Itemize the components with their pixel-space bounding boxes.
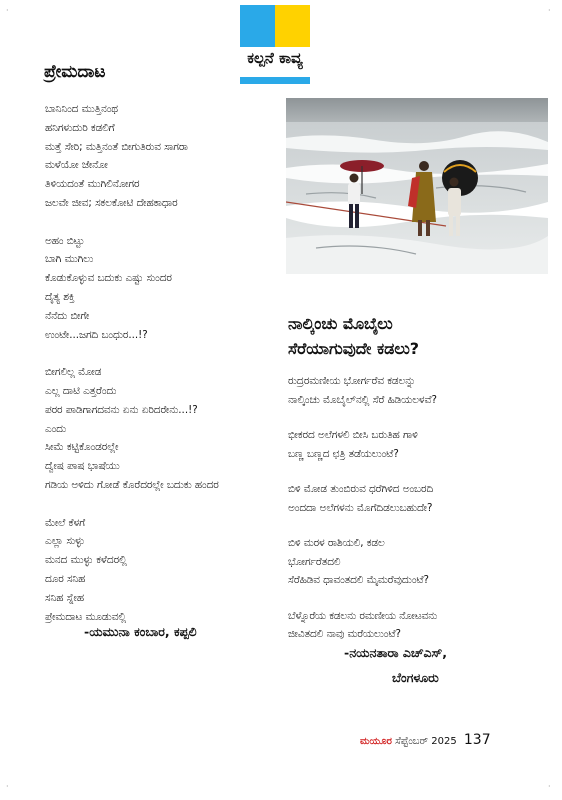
poem-line: ಬಿಳಿ ಮೋಡ ತುಂಬಿರುವ ಧರೆಗಿಳಿದ ಅಂಬರದಿ (288, 483, 434, 495)
poem-stanza (45, 232, 275, 345)
poem-stanza (45, 100, 275, 213)
beach-photo-illustration (286, 98, 548, 274)
poem-line: ಜಲವೇ ಜೀವ; ಸಕಲಕೋಟಿ ದೇಹಕಾಧಾರ (45, 196, 178, 209)
poem-line: ಎಂದು (45, 422, 67, 435)
poem-line: ಸನಿಹ ಸ್ನೇಹ (45, 591, 84, 604)
poem-line: ಮತ್ತೆ ಸೇರಿ; ಮತ್ತಿನಂತೆ ಬೀಗುತಿರುವ ಸಾಗರಾ (45, 140, 188, 153)
poem2-title-line: ಸೆರೆಯಾಗುವುದೇ ಕಡಲು? (288, 339, 420, 358)
poem-line: ದೂರ ಸನಿಹ (45, 572, 86, 585)
poem-line: ಬೆಳ್ನೊರೆಯ ಕಡಲನು ರಮಣೀಯ ನೋಟವನು (288, 609, 438, 622)
poem-line: ಕೊಡುಕೊಳ್ಳುವ ಬದುಕು ಎಷ್ಟು ಸುಂದರ (45, 272, 172, 285)
poem2-title-line: ನಾಲ್ಕಿಂಚು ಮೊಬೈಲು (288, 314, 393, 333)
beach-photo (286, 98, 548, 274)
poem-line: ಉಂಟೇ...ಜಗದಿ ಬಂಧುರ...!? (45, 328, 148, 341)
page-footer (360, 732, 491, 748)
poem2-title (288, 311, 419, 361)
poem-line: ಮೇಲೆ ಕೆಳಗೆ (45, 516, 86, 529)
poem-line: ಬೀಗಲಿಲ್ಲ ಮೋಡ (45, 366, 102, 379)
poem-line: ಬಣ್ಣ ಬಣ್ಣದ ಛತ್ರಿ ತಡೆಯಲುಂಟೆ? (288, 447, 399, 460)
poem-stanza (288, 426, 528, 463)
poem2-author-block (344, 640, 447, 690)
poem-line: ಪ್ರೇಮದಾಟ ಮೂಡುವಲ್ಲಿ (45, 610, 127, 623)
poem1-body (45, 100, 275, 645)
poem-stanza (45, 363, 275, 495)
logo-underline (240, 77, 310, 84)
poem-line: ಗಡಿಯ ಅಳಿದು ಗೋಡೆ ಕೊರೆದರಲ್ಲೇ ಬದುಕು ಹಂದರ (45, 478, 219, 491)
poem-line: ನೆನೆದು ಬೀಗೇ (45, 309, 90, 322)
poem-line: ಬಾನಿನಿಂದ ಮುತ್ತಿನಂಥ (45, 103, 118, 115)
poem-stanza (45, 514, 275, 627)
poem-line: ಸೀಮೆ ಕಟ್ಟಿಕೊಂಡರಲ್ಲೇ (45, 441, 119, 454)
section-logo (240, 5, 310, 85)
poem-line: ದೈತ್ಯ ಶಕ್ತಿ (45, 290, 75, 303)
page-number: 137 (463, 732, 491, 748)
poem-line: ಅಹಂ ಬಿಟ್ಟು (45, 234, 85, 247)
poem-line: ಜೀವಿತದಲಿ ನಾವು ಮರೆಯಲುಂಟೆ? (288, 628, 401, 640)
poem2-author: -ನಯನತಾರಾ ಎಚ್‌ಎಸ್, (344, 645, 447, 660)
poem-line: ಹನಿಗಳುದುರಿ ಕಡಲಿಗೆ (45, 121, 115, 134)
poem-line: ಭೀಕರದ ಅಲೆಗಳಲಿ ಬೀಸಿ ಬರುತಿಹ ಗಾಳಿ (288, 429, 418, 441)
poem1-title: ಪ್ರೇಮದಾಟ (44, 62, 106, 82)
poem-line: ಬಿಳಿ ಮರಳ ರಾಶಿಯಲಿ, ಕಡಲ (288, 537, 385, 549)
poem-line: ರುದ್ರರಮಣೀಯ ಭೋರ್ಗರೆವ ಕಡಲನ್ನು (288, 375, 416, 387)
poem-line: ಅಂದದಾ ಅಲೆಗಳನು ಮೊಗೆದಿಡಲುಬಹುದೇ? (288, 501, 433, 514)
poem-line: ಎಲ್ಲ ದಾಟಿ ಎತ್ತರೆಂದು (45, 384, 117, 397)
poem-stanza (288, 480, 528, 517)
crop-mark-bottom-left: · (6, 782, 9, 791)
crop-mark-top-left: · (6, 6, 9, 15)
section-heading: ಕಲ್ಪನೆ ಕಾವ್ಯ (226, 47, 324, 69)
poem-line: ದ್ವೇಷ ಪಾಷ ಭಾಷೆಯು (45, 460, 120, 473)
crop-mark-bottom-right: · (548, 782, 551, 791)
poem-stanza (288, 607, 528, 644)
poem-line: ಬಾಗಿ ಮುಗಿಲು (45, 253, 94, 266)
crop-mark-top-right: · (548, 6, 551, 15)
poem-line: ನಾಲ್ಕಿಂಚು ಮೊಬೈಲ್‌ನಲ್ಲಿ ಸೆರೆ ಹಿಡಿಯಲಳವೆ? (288, 393, 437, 406)
magazine-name: ಮಯೂರ (360, 736, 392, 747)
poem-line: ಮಳೆಯೋ ಜೇನೋ (45, 159, 108, 172)
poem-stanza (288, 534, 528, 590)
poem2-author-place: ಬೆಂಗಳೂರು (392, 670, 439, 685)
poem-line: ಸೆರೆಹಿಡಿವ ಧಾವಂತದಲಿ ಮೈಮರೆವುದುಂಟೆ? (288, 574, 430, 586)
poem1-author: -ಯಮುನಾ ಕಂಬಾರ, ಕಪ್ಪಲಿ (84, 624, 197, 639)
poem-line: ಭೋರ್ಗರೆತದಲಿ (288, 555, 341, 568)
poem-line: ಮನದ ಮುಳ್ಳು ಕಳೆದರಲ್ಲಿ (45, 554, 127, 567)
poem2-body (288, 372, 528, 661)
issue-date: ಸೆಪ್ಟೆಂಬರ್ 2025 (395, 736, 457, 747)
poem-stanza (288, 372, 528, 409)
poem-line: ಎಲ್ಲಾ ಸುಳ್ಳು (45, 535, 85, 548)
poem-line: ಪರರ ಪಾಡಿಗಾಗದವನು ಏನು ಏರಿದರೇನು...!? (45, 403, 198, 416)
poem-line: ತಿಳಿಯದಂತೆ ಮುಗಿಲಿನೋಗರ (45, 178, 140, 191)
